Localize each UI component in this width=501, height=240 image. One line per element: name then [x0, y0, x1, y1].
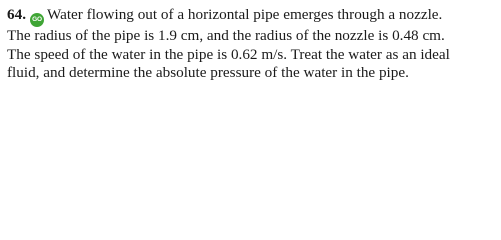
problem-line-3: The speed of the water in the pipe is 0.62 m/s. Treat the water as an ideal — [7, 45, 450, 63]
problem-line-4: fluid, and determine the absolute pressure of the water in the pipe. — [7, 64, 409, 81]
problem-line-2: The radius of the pipe is 1.9 cm, and the radius of the nozzle is 0.48 cm. — [7, 27, 445, 44]
problem-text — [7, 6, 497, 83]
problem-line-1-text: Water flowing out of a horizontal pipe emerges through a nozzle. — [46, 6, 443, 23]
go-badge-icon: GO — [30, 13, 44, 27]
problem-line-1 — [7, 6, 497, 27]
problem-number: 64. — [7, 6, 26, 23]
